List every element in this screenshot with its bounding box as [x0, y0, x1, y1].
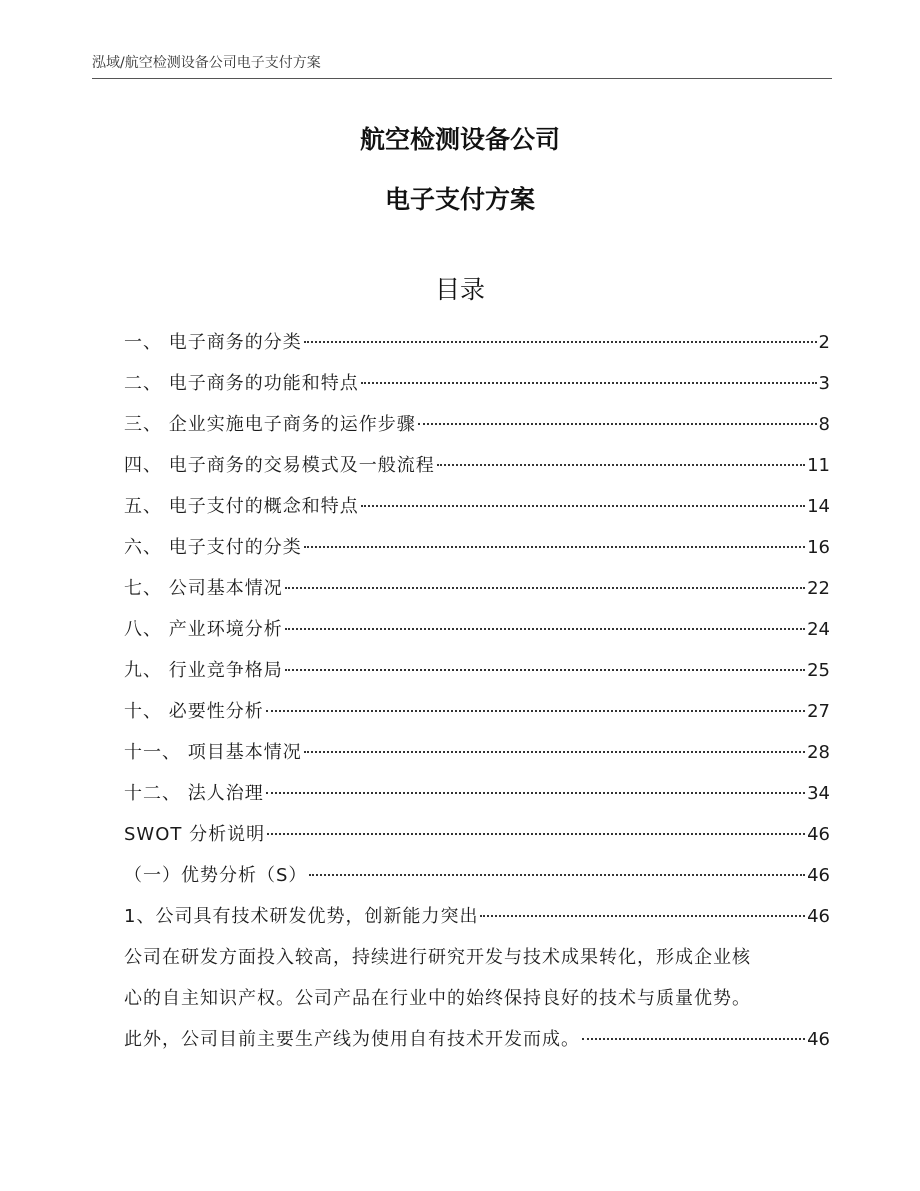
toc-entry-page: 22: [807, 578, 830, 599]
toc-leader: [418, 423, 817, 425]
toc-entry-page: 24: [807, 619, 830, 640]
toc-entry-page: 8: [818, 414, 830, 435]
toc-entry-label: 1、公司具有技术研发优势，创新能力突出: [124, 906, 479, 927]
toc-entry[interactable]: [124, 486, 830, 527]
toc-entry-label: 十、 必要性分析: [124, 701, 264, 722]
toc-leader: [437, 464, 805, 466]
toc-entry[interactable]: [124, 814, 830, 855]
toc-leader: [304, 341, 817, 343]
toc-entry[interactable]: [124, 322, 830, 363]
toc-entry-label: 八、 产业环境分析: [124, 619, 283, 640]
toc-leader: [309, 874, 805, 876]
toc-entry-label: （一）优势分析（S）: [124, 865, 308, 886]
toc-entry[interactable]: [124, 568, 830, 609]
toc-entry-page: 2: [818, 332, 830, 353]
toc-leader: [267, 833, 805, 835]
toc-entry-label: 一、 电子商务的分类: [124, 332, 302, 353]
toc-leader: [582, 1038, 805, 1040]
toc-leader: [480, 915, 805, 917]
table-of-contents: [124, 322, 830, 1060]
toc-entry-page: 25: [807, 660, 830, 681]
toc-entry-page: 3: [818, 373, 830, 394]
document-title-line1: 航空检测设备公司: [359, 125, 560, 154]
toc-leader: [304, 751, 805, 753]
running-header: 泓域/航空检测设备公司电子支付方案: [92, 52, 832, 79]
toc-entry-page: 16: [807, 537, 830, 558]
toc-entry-label: SWOT 分析说明: [124, 824, 266, 845]
toc-leader: [285, 628, 805, 630]
toc-heading: 目录: [434, 275, 485, 304]
toc-entry-page: 46: [807, 824, 830, 845]
toc-entry-label: 十二、 法人治理: [124, 783, 264, 804]
toc-entry[interactable]: [124, 1019, 830, 1060]
toc-entry[interactable]: [124, 609, 830, 650]
toc-entry-label: 六、 电子支付的分类: [124, 537, 302, 558]
toc-entry[interactable]: [124, 732, 830, 773]
toc-leader: [285, 587, 805, 589]
toc-entry-page: 34: [807, 783, 830, 804]
toc-entry-label: 此外，公司目前主要生产线为使用自有技术开发而成。: [124, 1029, 580, 1050]
toc-entry-page: 14: [807, 496, 830, 517]
toc-leader: [361, 382, 817, 384]
toc-leader: [361, 505, 805, 507]
toc-entry-label: 五、 电子支付的概念和特点: [124, 496, 359, 517]
document-title-line2: 电子支付方案: [384, 185, 535, 214]
toc-entry-label: 九、 行业竞争格局: [124, 660, 283, 681]
toc-entry[interactable]: [124, 363, 830, 404]
toc-entry-page: 27: [807, 701, 830, 722]
toc-entry[interactable]: [124, 691, 830, 732]
toc-leader: [266, 792, 805, 794]
toc-paragraph-line: 心的自主知识产权。公司产品在行业中的始终保持良好的技术与质量优势。: [124, 988, 751, 1009]
toc-entry-label: 三、 企业实施电子商务的运作步骤: [124, 414, 416, 435]
toc-entry-page: 11: [807, 455, 830, 476]
toc-entry[interactable]: [124, 650, 830, 691]
toc-entry[interactable]: [124, 855, 830, 896]
toc-entry-label: 四、 电子商务的交易模式及一般流程: [124, 455, 435, 476]
toc-entry-label: 十一、 项目基本情况: [124, 742, 302, 763]
toc-entry[interactable]: [124, 404, 830, 445]
toc-paragraph-line: 公司在研发方面投入较高，持续进行研究开发与技术成果转化，形成企业核: [124, 947, 751, 968]
toc-entry-page: 46: [807, 1029, 830, 1050]
toc-entry-page: 46: [807, 865, 830, 886]
toc-leader: [266, 710, 805, 712]
toc-entry-page: 28: [807, 742, 830, 763]
toc-entry[interactable]: [124, 445, 830, 486]
toc-entry[interactable]: [124, 896, 830, 937]
toc-entry-page: 46: [807, 906, 830, 927]
toc-leader: [285, 669, 805, 671]
toc-leader: [304, 546, 805, 548]
toc-entry-label: 七、 公司基本情况: [124, 578, 283, 599]
toc-entry[interactable]: [124, 773, 830, 814]
toc-entry[interactable]: [124, 527, 830, 568]
toc-entry-label: 二、 电子商务的功能和特点: [124, 373, 359, 394]
